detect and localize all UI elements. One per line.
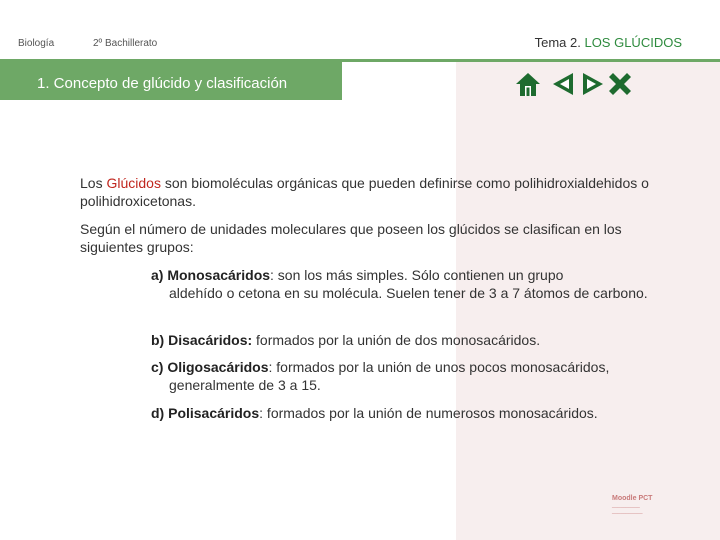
topic-name: LOS GLÚCIDOS: [584, 35, 682, 50]
intro-before: Los: [80, 175, 107, 191]
intro-after: son biomoléculas orgánicas que pueden definirse como polihidroxialdehidos o polihidroxicetonas.: [80, 175, 649, 209]
item-text: : formados por la unión de unos pocos monosacáridos,: [268, 359, 610, 375]
item-label: c) Oligosacáridos: [151, 359, 269, 375]
item-text: formados por la unión de dos monosacáridos.: [252, 332, 541, 348]
logo-line: Moodle PCT: [612, 495, 653, 502]
topic-title: [535, 35, 682, 50]
list-item-monosacaridos: [151, 266, 671, 302]
topic-prefix: Tema 2.: [534, 35, 581, 50]
close-icon[interactable]: [606, 70, 634, 98]
next-slide-icon[interactable]: [579, 70, 607, 98]
item-text: : formados por la unión de numerosos monosacáridos.: [259, 405, 598, 421]
item-label: d) Polisacáridos: [151, 405, 260, 421]
logo-line: ___________: [612, 509, 643, 515]
item-label: b) Disacáridos:: [151, 332, 253, 348]
item-label: a) Monosacáridos: [151, 267, 271, 283]
home-icon[interactable]: [514, 70, 542, 98]
list-item-oligosacaridos: [151, 358, 671, 394]
section-title: 1. Concepto de glúcido y clasificación: [37, 75, 288, 92]
subject-label: Biología: [18, 38, 55, 49]
previous-slide-icon[interactable]: [549, 70, 577, 98]
item-continuation: aldehído o cetona en su molécula. Suelen tener de 3 a 7 átomos de carbono.: [169, 285, 648, 301]
item-text: : son los más simples. Sólo contienen un grupo: [270, 267, 564, 283]
list-item-polisacaridos: [151, 404, 671, 422]
publisher-logo: [612, 495, 674, 515]
intro-paragraph: [80, 174, 680, 210]
item-continuation: generalmente de 3 a 15.: [169, 377, 321, 393]
list-item-disacaridos: [151, 331, 671, 349]
logo-line: __________: [612, 503, 640, 509]
glucidos-term: Glúcidos: [106, 175, 161, 191]
course-label: 2º Bachillerato: [93, 38, 158, 49]
classification-intro: Según el número de unidades moleculares que poseen los glúcidos se clasifican en los siguientes grupos:: [80, 221, 622, 255]
